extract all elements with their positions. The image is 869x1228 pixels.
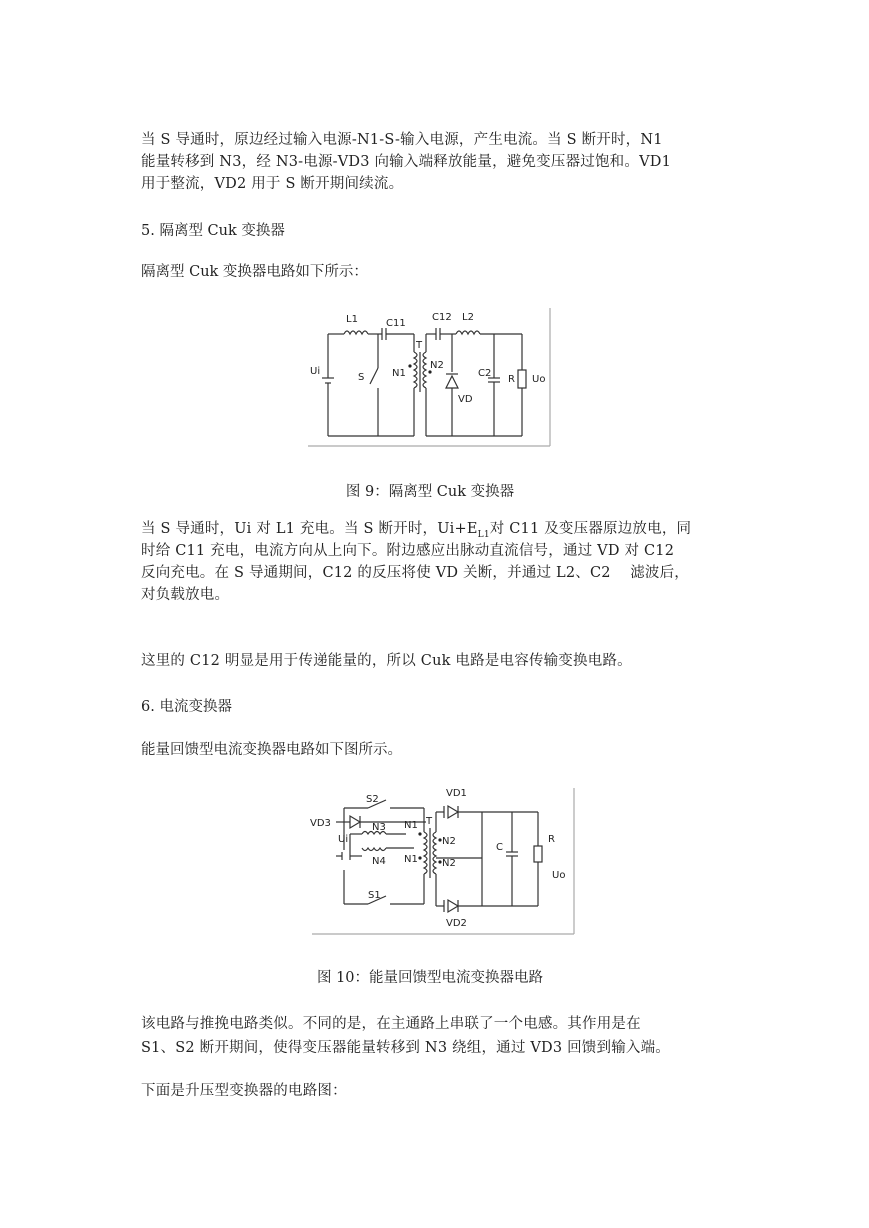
label-VD1: VD1 xyxy=(446,788,467,799)
section-5-intro: 隔离型 Cuk 变换器电路如下所示： xyxy=(141,264,368,280)
figure-10-circuit xyxy=(306,782,578,940)
text-segment: 当 S 导通时，Ui 对 L1 充电。当 S 断开时，Ui+E xyxy=(141,521,478,537)
label-C12: C12 xyxy=(432,312,452,323)
label-T: T xyxy=(416,340,423,351)
label-N3: N3 xyxy=(372,822,386,833)
section-6-intro: 能量回馈型电流变换器电路如下图所示。 xyxy=(141,742,402,758)
figure-9-caption: 图 9：隔离型 Cuk 变换器 xyxy=(345,484,515,500)
paragraph-3: 这里的 C12 明显是用于传递能量的，所以 Cuk 电路是电容传输变换电路。 xyxy=(141,653,632,669)
label-N2-bottom: N2 xyxy=(442,858,456,869)
label-N1-bottom: N1 xyxy=(404,854,418,865)
label-Uo: Uo xyxy=(532,374,546,385)
label-S: S xyxy=(358,372,365,383)
text-line: 当 S 导通时，原边经过输入电源-N1-S-输入电源，产生电流。当 S 断开时，N1 xyxy=(141,132,663,148)
text-line: 该电路与推挽电路类似。不同的是，在主通路上串联了一个电感。其作用是在 xyxy=(141,1016,641,1032)
label-C11: C11 xyxy=(386,318,406,329)
label-Ui: Ui xyxy=(338,834,349,845)
subscript: L1 xyxy=(477,529,490,540)
label-C2: C2 xyxy=(478,368,492,379)
label-C: C xyxy=(496,842,503,853)
label-Uo: Uo xyxy=(552,870,566,881)
figure-9-circuit xyxy=(306,302,562,452)
text-line: 反向充电。在 S 导通期间，C12 的反压将使 VD 关断，并通过 L2、C2 滤波后， xyxy=(141,565,690,581)
paragraph-5: 下面是升压型变换器的电路图： xyxy=(141,1083,347,1099)
label-VD2: VD2 xyxy=(446,918,467,929)
text-line: 用于整流，VD2 用于 S 断开期间续流。 xyxy=(141,176,404,192)
label-N4: N4 xyxy=(372,856,386,867)
label-L2: L2 xyxy=(462,312,474,323)
label-R: R xyxy=(508,374,515,385)
text-line: 时给 C11 充电，电流方向从上向下。附边感应出脉动直流信号，通过 VD 对 C12 xyxy=(141,543,675,559)
label-Ui: Ui xyxy=(310,366,321,377)
text-line: 能量转移到 N3，经 N3-电源-VD3 向输入端释放能量，避免变压器过饱和。VD1 xyxy=(141,154,671,170)
label-N1: N1 xyxy=(392,368,406,379)
label-S2: S2 xyxy=(366,794,379,805)
label-S1: S1 xyxy=(368,890,381,901)
label-VD3: VD3 xyxy=(310,818,331,829)
label-N2: N2 xyxy=(430,360,444,371)
section-5-heading: 5. 隔离型 Cuk 变换器 xyxy=(141,223,285,239)
label-R: R xyxy=(548,834,555,845)
label-T: T xyxy=(426,816,433,827)
label-VD: VD xyxy=(458,394,473,405)
label-N1-top: N1 xyxy=(404,820,418,831)
figure-10-caption: 图 10：能量回馈型电流变换器电路 xyxy=(316,970,544,986)
label-L1: L1 xyxy=(346,314,358,325)
section-6-heading: 6. 电流变换器 xyxy=(141,699,232,715)
text-line: S1、S2 断开期间，使得变压器能量转移到 N3 绕组，通过 VD3 回馈到输入端。 xyxy=(141,1040,670,1056)
text-line: 对负载放电。 xyxy=(141,587,230,603)
text-segment: 对 C11 及变压器原边放电，同 xyxy=(489,521,692,537)
label-N2-top: N2 xyxy=(442,836,456,847)
